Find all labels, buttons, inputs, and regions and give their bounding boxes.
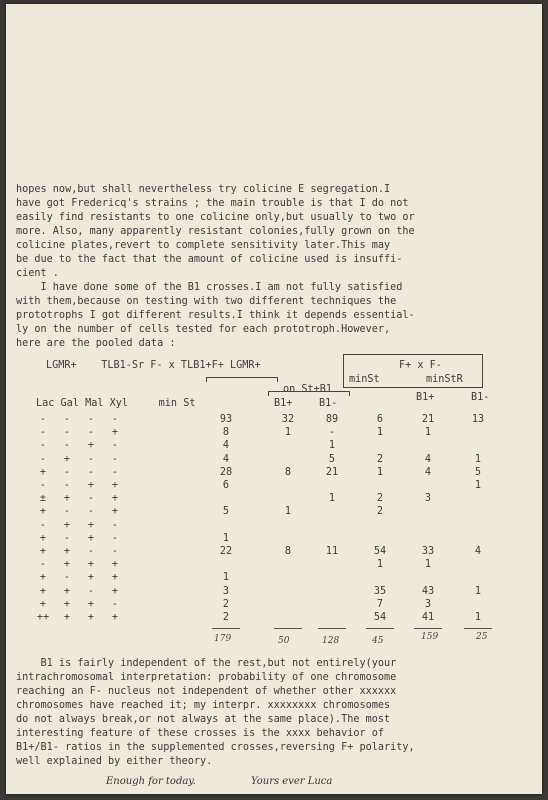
text-line: interesting feature of these crosses is the xxxx behavior of — [16, 728, 385, 739]
total-value: 45 — [372, 636, 384, 646]
table-cell: - — [111, 519, 119, 531]
total-rule — [212, 628, 240, 629]
table-cell: + — [87, 532, 95, 544]
table-cell: - — [39, 427, 47, 439]
text-line: B1 is fairly independent of the rest,but not entirely(your — [16, 658, 397, 669]
table-cell: + — [63, 559, 71, 571]
table-cell: 1 — [376, 427, 384, 439]
table-cell: - — [39, 480, 47, 491]
total-rule — [318, 628, 346, 629]
table-cell: - — [111, 414, 119, 425]
table-cell: + — [111, 612, 119, 623]
table-cell: 1 — [424, 559, 432, 571]
table-cell: + — [39, 532, 47, 544]
text-line: chromosomes have reached it; my interpr. xxxxxxxx chromosomes — [16, 700, 391, 711]
table-cell: ± — [39, 493, 47, 505]
total-value: 159 — [421, 632, 439, 642]
table-cell: 2 — [222, 598, 230, 610]
table-cell: 4 — [222, 453, 230, 465]
text-line: ly on the number of cells tested for each prototroph.However, — [16, 324, 391, 335]
table-header-b1: B1+ — [274, 398, 293, 409]
total-rule — [464, 628, 492, 629]
table-cell: + — [63, 493, 71, 505]
table-cell: + — [111, 559, 119, 571]
table-cell: + — [39, 506, 47, 518]
table-cell: 3 — [424, 493, 432, 505]
total-value: 50 — [278, 636, 290, 646]
table-cell: + — [111, 493, 119, 505]
table-cell: + — [63, 546, 71, 557]
table-cell: + — [63, 519, 71, 531]
text-line: reaching an F- nucleus not independent of whether other xxxxxx — [16, 686, 397, 697]
table-cell: 32 — [281, 414, 295, 425]
table-cell: - — [111, 546, 119, 557]
table-cell: + — [39, 466, 47, 478]
table-header-minst: minSt — [349, 374, 380, 385]
table-cell: + — [63, 598, 71, 610]
table-cell: - — [39, 559, 47, 571]
table-cell: 1 — [328, 493, 336, 505]
table-cell: 1 — [222, 532, 230, 544]
onst-bracket — [268, 391, 350, 396]
table-cell: 1 — [474, 453, 482, 465]
text-line: more. Also, many apparently resistant colonies,fully grown on the — [16, 226, 415, 237]
table-cell: 1 — [376, 559, 384, 571]
table-cell: 54 — [373, 612, 387, 623]
table-cell: + — [111, 480, 119, 491]
table-cell: + — [39, 585, 47, 597]
text-line: B1+/B1- ratios in the supplemented crosses,reversing F+ polarity, — [16, 742, 415, 753]
table-header-onst: on St+B1 — [283, 384, 333, 395]
table-cell: + — [87, 559, 95, 571]
table-header-minstr: minStR — [426, 374, 463, 385]
table-cell: 1 — [284, 506, 292, 518]
table-cell: - — [87, 546, 95, 557]
table-cell: 1 — [376, 466, 384, 478]
total-rule — [414, 628, 442, 629]
table-cell: 8 — [284, 546, 292, 557]
table-cell: 4 — [474, 546, 482, 557]
table-cell: 1 — [474, 612, 482, 623]
table-cell: - — [87, 466, 95, 478]
table-cell: + — [39, 598, 47, 610]
table-cell: 11 — [325, 546, 339, 557]
table-cell: 3 — [424, 598, 432, 610]
table-cell: - — [87, 585, 95, 597]
table-cell: - — [87, 493, 95, 505]
table-cell: - — [39, 453, 47, 465]
table-cell: - — [63, 440, 71, 452]
total-value: 128 — [322, 636, 340, 646]
table-cell: - — [87, 427, 95, 439]
table-cell: + — [111, 585, 119, 597]
table-cell: 13 — [471, 414, 485, 425]
table-cell: + — [87, 598, 95, 610]
table-cell: 22 — [219, 546, 233, 557]
table-cell: 4 — [222, 440, 230, 452]
table-cell: + — [111, 427, 119, 439]
table-cell: 1 — [424, 427, 432, 439]
table-header-cross: F+ x F- — [399, 360, 442, 371]
cross-box — [343, 354, 483, 388]
table-header-b1-2: B1+ — [416, 392, 435, 403]
table-cell: - — [111, 440, 119, 452]
table-cell: 1 — [222, 572, 230, 584]
text-line: do not always break,or not always at the same place).The most — [16, 714, 391, 725]
table-cell: 1 — [328, 440, 336, 452]
table-cell: 41 — [421, 612, 435, 623]
total-rule — [274, 628, 302, 629]
paragraph-3 — [16, 658, 415, 779]
minst-bracket — [206, 377, 278, 382]
text-line: with them,because on testing with two different techniques the — [16, 296, 397, 307]
table-cell: + — [111, 506, 119, 518]
table-cell: 2 — [376, 506, 384, 518]
paragraph-2 — [16, 282, 415, 359]
table-cell: 1 — [474, 585, 482, 597]
table-header-cols: Lac Gal Mal Xyl min St — [36, 398, 196, 409]
table-cell: 4 — [424, 453, 432, 465]
table-cell: - — [111, 598, 119, 610]
table-cell: - — [111, 466, 119, 478]
table-cell: 8 — [284, 466, 292, 478]
table-cell: 6 — [222, 480, 230, 491]
text-line: intrachromosomal interpretation: probability of one chromosome — [16, 672, 397, 683]
document-page — [6, 4, 542, 794]
table-cell: 54 — [373, 546, 387, 557]
text-line: hopes now,but shall nevertheless try colicine E segregation.I — [16, 184, 391, 195]
text-line: colicine plates,revert to complete sensitivity later.This may — [16, 240, 391, 251]
table-cell: 43 — [421, 585, 435, 597]
table-cell: - — [63, 480, 71, 491]
table-cell: 2 — [376, 453, 384, 465]
table-cell: - — [87, 414, 95, 425]
table-cell: + — [87, 519, 95, 531]
text-line: prototrophs I got different results.I think it depends essential- — [16, 310, 415, 321]
table-cell: - — [39, 519, 47, 531]
table-cell: 21 — [421, 414, 435, 425]
table-cell: 35 — [373, 585, 387, 597]
table-cell: 6 — [376, 414, 384, 425]
table-cell: 28 — [219, 466, 233, 478]
table-cell: 8 — [222, 427, 230, 439]
table-cell: 33 — [421, 546, 435, 557]
table-cell: - — [39, 440, 47, 452]
handwritten-signature: Yours ever Luca — [251, 776, 333, 787]
table-cell: - — [63, 506, 71, 518]
table-cell: + — [63, 585, 71, 597]
table-cell: + — [87, 612, 95, 623]
table-cell: - — [63, 572, 71, 584]
table-cell: - — [63, 414, 71, 425]
table-cell: - — [87, 453, 95, 465]
table-cell: 7 — [376, 598, 384, 610]
table-cell: 2 — [222, 612, 230, 623]
table-cell: + — [39, 572, 47, 584]
table-cell: - — [39, 414, 47, 425]
text-line: well explained by either theory. — [16, 756, 213, 767]
table-cell: + — [39, 546, 47, 557]
table-cell: 5 — [474, 466, 482, 478]
table-cell: - — [111, 532, 119, 544]
text-line: be due to the fact that the amount of colicine used is insuffi- — [16, 254, 403, 265]
table-cell: - — [111, 453, 119, 465]
text-line: here are the pooled data : — [16, 338, 176, 349]
total-value: 179 — [214, 634, 232, 644]
table-cell: + — [63, 453, 71, 465]
total-rule — [366, 628, 394, 629]
table-cell: - — [328, 427, 336, 439]
table-header-1: LGMR+ TLB1-Sr F- x TLB1+F+ LGMR+ — [46, 360, 261, 371]
text-line: have got Fredericq's strains ; the main trouble is that I do not — [16, 198, 409, 209]
handwritten-note: Enough for today. — [106, 776, 196, 787]
table-cell: 89 — [325, 414, 339, 425]
table-cell: 5 — [222, 506, 230, 518]
table-cell: 3 — [222, 585, 230, 597]
table-cell: + — [87, 572, 95, 584]
table-cell: 21 — [325, 466, 339, 478]
table-header-b1m-2: B1- — [471, 392, 490, 403]
table-cell: - — [63, 466, 71, 478]
table-cell: + — [111, 572, 119, 584]
table-cell: + — [63, 612, 71, 623]
table-cell: 93 — [219, 414, 233, 425]
table-cell: ++ — [36, 612, 50, 623]
table-cell: + — [87, 440, 95, 452]
table-cell: - — [63, 427, 71, 439]
text-line: easily find resistants to one colicine only,but usually to two or — [16, 212, 415, 223]
table-cell: 5 — [328, 453, 336, 465]
table-header-b1m: B1- — [319, 398, 338, 409]
table-cell: 2 — [376, 493, 384, 505]
text-line: I have done some of the B1 crosses.I am not fully satisfied — [16, 282, 403, 293]
table-cell: 4 — [424, 466, 432, 478]
table-cell: - — [63, 532, 71, 544]
total-value: 25 — [476, 632, 488, 642]
text-line: cient . — [16, 268, 59, 279]
table-cell: 1 — [474, 480, 482, 491]
paragraph-1 — [16, 184, 415, 283]
table-cell: - — [87, 506, 95, 518]
table-cell: + — [87, 480, 95, 491]
table-cell: 1 — [284, 427, 292, 439]
